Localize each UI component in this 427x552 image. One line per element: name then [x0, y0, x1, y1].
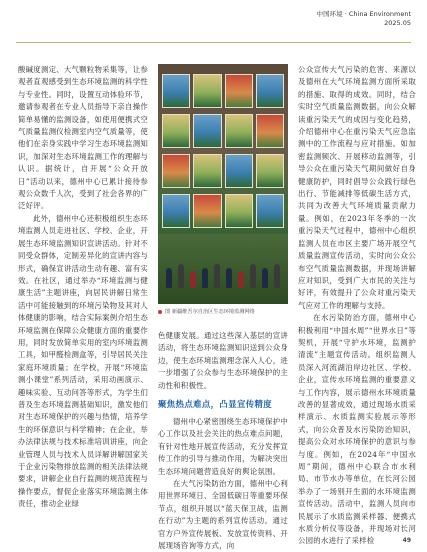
right-paragraph-2: 在水污染防治方面，德州中心积极利用“中国水周”“世界水日”等契机，开展“守护水环境，监测护清流”主题宣传活动。组织监测人员深入河流湖泊岸边社区、学校、企业，宣传水环境监测的重要意义与工作内容，展示德州水环境质量改善的显著成效，通过现场水质采样演示、水质监测实验展示等形式，向公众普及水污染防治知识，提高公众对水环境保护的意识与参与度。例如，在2024年“中国水周”期间，德州中心联合市水利局、市节水办等单位，在长河公园举办了一场别开生面的水环境监测宣传活动。活动中，监测人员向市民展示了水质监测采样器、便携式水质分析仪等设备，并现场对长河公园的水进行了采样检 — [298, 313, 416, 546]
display-board — [162, 154, 190, 188]
display-board — [256, 114, 284, 148]
person-figure — [166, 268, 172, 288]
magazine-masthead — [317, 10, 411, 28]
display-board — [193, 74, 221, 108]
section-heading: 聚焦热点难点，凸显宣传精度 — [158, 399, 273, 410]
middle-paragraph-2: 在大气污染防治方面，德州中心利用世界环境日、全国低碳日等重要环保节点，组织开展以“蓝天保卫战，监测在行动”为主题的系列宣传活动。通过官方户外宣传展板、发放宣传资料、开展现场咨询等方式，向 — [158, 479, 288, 551]
display-board — [225, 194, 253, 228]
person-figure — [274, 264, 280, 288]
person-figure — [202, 268, 208, 288]
display-board — [225, 114, 253, 148]
header-divider — [16, 42, 411, 43]
person-figure — [262, 268, 268, 288]
magazine-name: 中国环境 · China Environment — [316, 10, 411, 18]
person-figure — [226, 268, 232, 288]
display-board — [162, 194, 190, 228]
display-board — [256, 154, 284, 188]
middle-intro-paragraph: 色健康发展。通过这些深入基层的宣讲活动，将生态环境监测知识送到公众身边，使生态环境监测理念深入人心，进一步增强了公众参与生态环境保护的主动性和积极性。 — [158, 331, 288, 390]
photo-caption-text: 图 新疆维吾尔自治区生态环境监测网络 — [165, 309, 255, 315]
person-figure — [250, 264, 256, 288]
middle-text-column — [158, 330, 288, 552]
display-board-row-3 — [162, 154, 284, 188]
display-board — [193, 114, 221, 148]
display-board-row-1 — [162, 74, 284, 108]
photo-caption — [158, 308, 288, 316]
display-board — [256, 194, 284, 228]
event-photo — [158, 64, 288, 304]
display-board — [193, 154, 221, 188]
display-board — [225, 74, 253, 108]
left-paragraph-2: 此外，德州中心还积极组织生态环境监测人员走进社区、学校、企业，开展生态环境监测知识宣讲活动。针对不同受众群体，定制差异化的宣讲内容与形式，确保宣讲活动生动有趣、富有实效。在社区，通过举办“环境监测与健康生活”主题讲座，向居民讲解日常生活中可能接触到的环境污染物及其对人体健康的影响，结合实际案例介绍生态环境监测在保障公众健康方面的重要作用，同时发放简单实用的室内环境监测工具，如甲醛检测盒等，引导居民关注家庭环境质量；在学校，开展“环境监测小课堂”系列活动，采用动画演示、趣味实验、互动问答等形式，为学生们普及生态环境监测基础知识，激发他们对生态环境保护的兴趣与热情，培养学生的环保意识与科学精神；在企业，举办法律法规与技术标准培训讲座，向企业管理人员与技术人员详解讲解国家关于企业污染物排放监测的相关法律法规要求，讲解企业自行监测的规范流程与操作要点，督促企业落实环境监测主体责任，推动企业绿 — [18, 213, 148, 509]
issue-number: 2025.05 — [384, 19, 411, 27]
person-figure — [178, 264, 184, 288]
caption-marker-icon — [158, 310, 162, 314]
right-text-column — [298, 64, 416, 548]
display-board — [256, 74, 284, 108]
display-board — [225, 154, 253, 188]
display-board — [193, 194, 221, 228]
middle-paragraph-1: 德州中心紧密围绕生态环境保护中心工作以及社会关注的热点难点问题，有针对性地开展宣传活动，充分发挥宣传工作的引导与推动作用，为解决突出生态环境问题营造良好的舆论氛围。 — [158, 417, 288, 476]
people-silhouettes — [166, 258, 280, 288]
person-figure — [190, 271, 196, 288]
display-board — [162, 74, 190, 108]
display-board-row-2 — [162, 114, 284, 148]
left-text-column — [18, 64, 148, 511]
person-figure — [214, 264, 220, 288]
page-number: 49 — [402, 537, 411, 544]
display-board-row-4 — [162, 194, 284, 228]
display-board — [162, 114, 190, 148]
left-paragraph-1: 酸碱度测定、大气颗粒物采集等，让参观者直观感受到生态环境监测的科学性与专业性。同时，设置互动体验环节，邀请参观者在专业人员指导下亲自操作简单易懂的监测设备，如使用便携式空气质量监测仪检测室内空气质量等，使他们在亲身实践中学习生态环境监测知识，加深对生态环境监测工作的理解与认识。据统计，自开展“公众开放日”活动以来，德州中心已累计接待参观公众数千人次，受到了社会各界的广泛好评。 — [18, 65, 148, 211]
page-header — [0, 0, 427, 44]
right-paragraph-1: 公众宣传大气污染的危害、来源以及德州在大气环境监测方面所采取的措施、取得的成效。同时，结合实时空气质量监测数据，向公众解读重污染天气的成因与变化趋势，介绍德州中心在重污染天气应急监测中的工作流程与应对措施。如加密监测频次、开展移动监测等，引导公众在重污染天气期间做好自身健康防护，同时倡导公众践行绿色出行、节能减排等低碳生活方式，共同为改善大气环境质量贡献力量。例如，在2023年冬季的一次重污染天气过程中，德州中心组织监测人员在市区主要广场开展空气质量监测宣传活动，实时向公众公布空气质量监测数据，并现场讲解应对知识，受到广大市民的关注与好评，有效提升了公众对重污染天气应对工作的理解与支持。 — [298, 65, 416, 310]
person-figure — [238, 271, 244, 288]
